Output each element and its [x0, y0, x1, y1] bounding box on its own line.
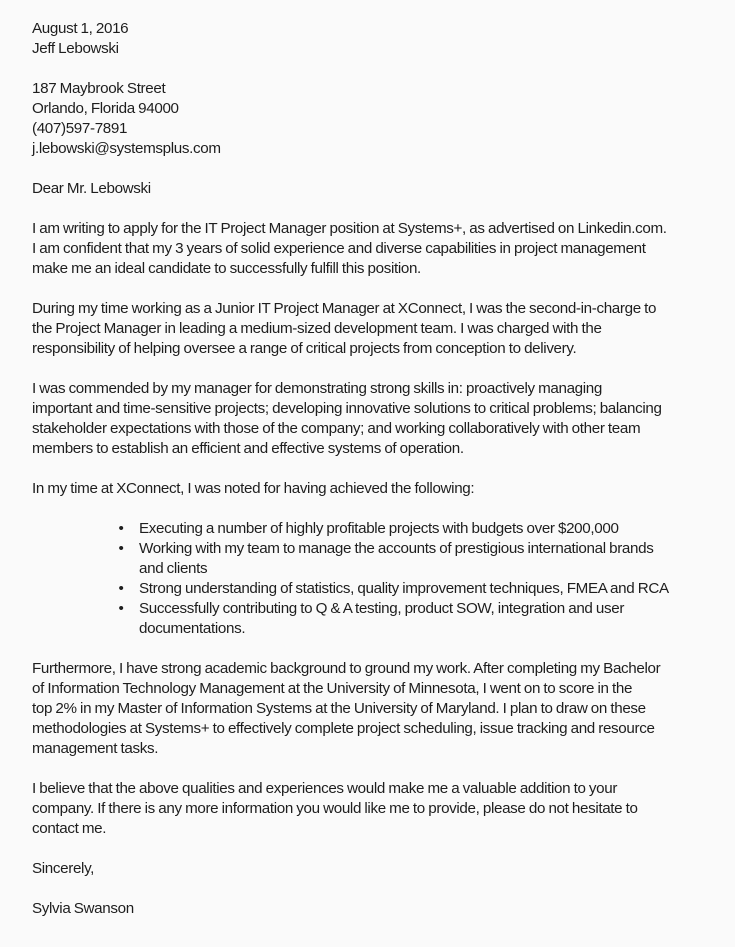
address-city-state-zip: Orlando, Florida 94000 [32, 100, 179, 117]
paragraph-education [32, 659, 732, 759]
spacer [32, 639, 732, 659]
spacer [32, 279, 732, 299]
spacer [32, 159, 732, 179]
paragraph-line: management tasks. [32, 740, 159, 757]
spacer [32, 879, 732, 899]
recipient-name: Jeff Lebowski [32, 40, 119, 57]
list-item [32, 519, 732, 539]
list-item-line: Successfully contributing to Q & A testing, product SOW, integration and user [139, 600, 625, 617]
paragraph-line: contact me. [32, 820, 107, 837]
sign-off: Sincerely, [32, 860, 95, 877]
spacer [32, 59, 732, 79]
paragraph-line: top 2% in my Master of Information Systems at the University of Maryland. I plan to draw on these [32, 700, 646, 717]
address-phone: (407)597-7891 [32, 120, 128, 137]
paragraph-achievements-intro [32, 479, 732, 499]
paragraph-line: I am writing to apply for the IT Project Manager position at Systems+, as advertised on Linkedin.com. [32, 220, 667, 237]
bullet-icon: • [118, 600, 124, 617]
paragraph-line: the Project Manager in leading a medium-sized development team. I was charged with the [32, 320, 602, 337]
spacer [32, 759, 732, 779]
address-email: j.lebowski@systemsplus.com [32, 140, 221, 157]
list-item-line: documentations. [139, 620, 246, 637]
paragraph-line: important and time-sensitive projects; developing innovative solutions to critical problems; balancing [32, 400, 662, 417]
paragraph-line: members to establish an efficient and effective systems of operation. [32, 440, 464, 457]
list-item-line: Executing a number of highly profitable projects with budgets over $200,000 [139, 520, 619, 537]
salutation: Dear Mr. Lebowski [32, 180, 151, 197]
list-item [32, 579, 732, 599]
paragraph-line: I was commended by my manager for demonstrating strong skills in: proactively managing [32, 380, 602, 397]
paragraph-skills [32, 379, 732, 459]
list-item-line: Strong understanding of statistics, quality improvement techniques, FMEA and RCA [139, 580, 669, 597]
cover-letter [32, 19, 732, 919]
address-street: 187 Maybrook Street [32, 80, 166, 97]
bullet-icon: • [118, 520, 124, 537]
achievements-list [32, 519, 732, 639]
paragraph-line: methodologies at Systems+ to effectively complete project scheduling, issue tracking and resource [32, 720, 655, 737]
paragraph-line: Furthermore, I have strong academic background to ground my work. After completing my Bachelor [32, 660, 661, 677]
spacer [32, 839, 732, 859]
paragraph-line: of Information Technology Management at the University of Minnesota, I went on to score in the [32, 680, 633, 697]
address-block [32, 79, 732, 159]
list-item [32, 539, 732, 579]
paragraph-experience [32, 299, 732, 359]
spacer [32, 359, 732, 379]
paragraph-line: I believe that the above qualities and experiences would make me a valuable addition to your [32, 780, 618, 797]
paragraph-line: During my time working as a Junior IT Project Manager at XConnect, I was the second-in-charge to [32, 300, 657, 317]
paragraph-closing [32, 779, 732, 839]
letter-date: August 1, 2016 [32, 20, 129, 37]
spacer [32, 499, 732, 519]
paragraph-line: make me an ideal candidate to successfully fulfill this position. [32, 260, 421, 277]
list-item [32, 599, 732, 639]
spacer [32, 459, 732, 479]
paragraph-line: In my time at XConnect, I was noted for having achieved the following: [32, 480, 475, 497]
spacer [32, 199, 732, 219]
bullet-icon: • [118, 540, 124, 557]
paragraph-intro [32, 219, 732, 279]
paragraph-line: company. If there is any more information you would like me to provide, please do not hesitate to [32, 800, 638, 817]
paragraph-line: I am confident that my 3 years of solid experience and diverse capabilities in project management [32, 240, 646, 257]
bullet-icon: • [118, 580, 124, 597]
paragraph-line: stakeholder expectations with those of the company; and working collaboratively with other team [32, 420, 641, 437]
list-item-line: and clients [139, 560, 208, 577]
paragraph-line: responsibility of helping oversee a range of critical projects from conception to delivery. [32, 340, 577, 357]
signature: Sylvia Swanson [32, 900, 134, 917]
list-item-line: Working with my team to manage the accounts of prestigious international brands [139, 540, 654, 557]
